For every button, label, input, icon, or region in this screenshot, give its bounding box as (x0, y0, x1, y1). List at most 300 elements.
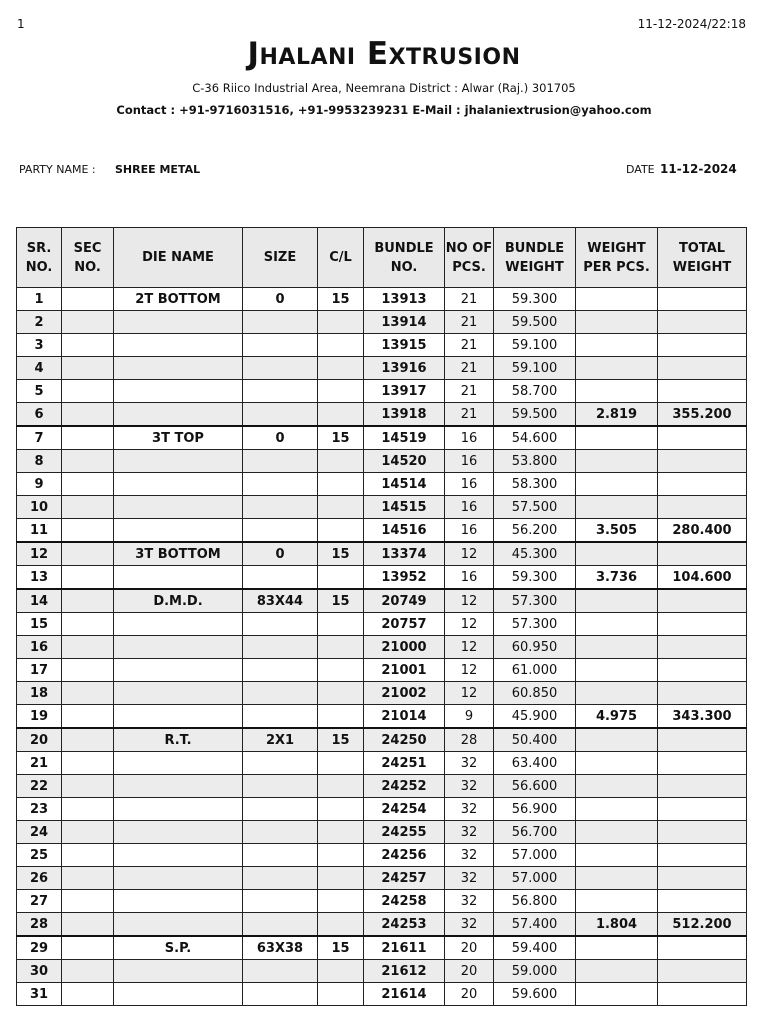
cell-weight-per-pcs (576, 542, 658, 566)
table-row (17, 566, 747, 590)
cell-bundle-weight: 58.700 (494, 380, 576, 403)
cell-size (243, 334, 318, 357)
cell-sec-no (62, 380, 114, 403)
table-row (17, 380, 747, 403)
cell-die-name (114, 473, 243, 496)
cell-bundle-no: 21000 (364, 636, 445, 659)
cell-total-weight: 343.300 (658, 705, 747, 729)
table-row (17, 542, 747, 566)
page-number: 1 (17, 17, 25, 31)
company-address: C-36 Riico Industrial Area, Neemrana District : Alwar (Raj.) 301705 (192, 81, 576, 95)
cell-size: 0 (243, 542, 318, 566)
cell-sr-no: 16 (17, 636, 62, 659)
header-size: SIZE (243, 228, 318, 288)
cell-total-weight: 104.600 (658, 566, 747, 590)
cell-cl (318, 473, 364, 496)
cell-die-name (114, 775, 243, 798)
cell-total-weight (658, 288, 747, 311)
header-no-of-pcs: NO OF PCS. (445, 228, 494, 288)
cell-cl (318, 496, 364, 519)
cell-no-of-pcs: 12 (445, 682, 494, 705)
bundle-table (16, 227, 747, 1006)
cell-cl (318, 821, 364, 844)
cell-size: 0 (243, 288, 318, 311)
table-row (17, 613, 747, 636)
cell-bundle-no: 24251 (364, 752, 445, 775)
cell-sr-no: 14 (17, 589, 62, 613)
cell-bundle-no: 24254 (364, 798, 445, 821)
table-row (17, 496, 747, 519)
cell-cl (318, 334, 364, 357)
cell-sec-no (62, 705, 114, 729)
cell-die-name (114, 636, 243, 659)
cell-cl (318, 566, 364, 590)
cell-die-name (114, 519, 243, 543)
cell-bundle-weight: 59.100 (494, 357, 576, 380)
cell-sec-no (62, 636, 114, 659)
cell-sr-no: 22 (17, 775, 62, 798)
cell-cl (318, 357, 364, 380)
cell-cl (318, 960, 364, 983)
header-cl: C/L (318, 228, 364, 288)
cell-bundle-no: 13914 (364, 311, 445, 334)
cell-no-of-pcs: 21 (445, 334, 494, 357)
cell-bundle-no: 24257 (364, 867, 445, 890)
cell-total-weight (658, 473, 747, 496)
cell-size (243, 473, 318, 496)
cell-sec-no (62, 913, 114, 937)
cell-bundle-weight: 59.000 (494, 960, 576, 983)
cell-bundle-no: 20757 (364, 613, 445, 636)
cell-bundle-no: 24253 (364, 913, 445, 937)
cell-bundle-no: 13913 (364, 288, 445, 311)
cell-sr-no: 31 (17, 983, 62, 1006)
cell-bundle-weight: 53.800 (494, 450, 576, 473)
cell-size (243, 705, 318, 729)
cell-total-weight (658, 752, 747, 775)
cell-no-of-pcs: 16 (445, 566, 494, 590)
cell-die-name (114, 357, 243, 380)
date-value: 11-12-2024 (660, 162, 737, 176)
cell-total-weight (658, 636, 747, 659)
cell-die-name (114, 844, 243, 867)
cell-bundle-weight: 57.000 (494, 844, 576, 867)
cell-bundle-weight: 59.500 (494, 311, 576, 334)
header-bundle-no: BUNDLE NO. (364, 228, 445, 288)
cell-sec-no (62, 867, 114, 890)
cell-sr-no: 25 (17, 844, 62, 867)
cell-sr-no: 20 (17, 728, 62, 752)
cell-no-of-pcs: 16 (445, 519, 494, 543)
cell-cl (318, 705, 364, 729)
cell-total-weight (658, 542, 747, 566)
cell-sec-no (62, 426, 114, 450)
cell-cl (318, 913, 364, 937)
cell-size (243, 311, 318, 334)
cell-size: 83X44 (243, 589, 318, 613)
cell-weight-per-pcs (576, 775, 658, 798)
cell-bundle-weight: 56.800 (494, 890, 576, 913)
cell-total-weight (658, 659, 747, 682)
cell-die-name: R.T. (114, 728, 243, 752)
cell-sec-no (62, 752, 114, 775)
cell-size (243, 566, 318, 590)
cell-sr-no: 15 (17, 613, 62, 636)
cell-sec-no (62, 936, 114, 960)
cell-die-name (114, 752, 243, 775)
cell-bundle-no: 21001 (364, 659, 445, 682)
cell-weight-per-pcs (576, 450, 658, 473)
cell-total-weight (658, 844, 747, 867)
cell-bundle-no: 21002 (364, 682, 445, 705)
cell-cl: 15 (318, 589, 364, 613)
header-weight-per-pcs: WEIGHT PER PCS. (576, 228, 658, 288)
table-body (17, 288, 747, 1006)
cell-no-of-pcs: 21 (445, 357, 494, 380)
cell-bundle-weight: 59.600 (494, 983, 576, 1006)
cell-sr-no: 8 (17, 450, 62, 473)
cell-size (243, 983, 318, 1006)
cell-weight-per-pcs: 2.819 (576, 403, 658, 427)
cell-cl: 15 (318, 936, 364, 960)
cell-no-of-pcs: 32 (445, 867, 494, 890)
table-row (17, 403, 747, 427)
cell-total-weight (658, 775, 747, 798)
cell-sr-no: 3 (17, 334, 62, 357)
cell-weight-per-pcs (576, 844, 658, 867)
cell-bundle-weight: 56.900 (494, 798, 576, 821)
cell-sr-no: 29 (17, 936, 62, 960)
cell-die-name: S.P. (114, 936, 243, 960)
cell-sr-no: 19 (17, 705, 62, 729)
cell-bundle-no: 13916 (364, 357, 445, 380)
cell-sec-no (62, 890, 114, 913)
header-sr-no: SR. NO. (17, 228, 62, 288)
cell-bundle-weight: 45.900 (494, 705, 576, 729)
date-label: DATE (626, 163, 655, 176)
table-row (17, 752, 747, 775)
cell-cl (318, 519, 364, 543)
cell-size: 2X1 (243, 728, 318, 752)
cell-size (243, 682, 318, 705)
cell-sec-no (62, 821, 114, 844)
table-row (17, 913, 747, 937)
cell-weight-per-pcs (576, 659, 658, 682)
cell-sr-no: 11 (17, 519, 62, 543)
cell-bundle-no: 24258 (364, 890, 445, 913)
cell-size (243, 613, 318, 636)
cell-no-of-pcs: 12 (445, 542, 494, 566)
cell-bundle-no: 14519 (364, 426, 445, 450)
cell-sec-no (62, 357, 114, 380)
cell-weight-per-pcs (576, 890, 658, 913)
cell-die-name (114, 913, 243, 937)
table-row (17, 844, 747, 867)
cell-die-name (114, 613, 243, 636)
cell-no-of-pcs: 32 (445, 775, 494, 798)
cell-bundle-no: 24256 (364, 844, 445, 867)
cell-sec-no (62, 403, 114, 427)
table-row (17, 705, 747, 729)
cell-no-of-pcs: 21 (445, 403, 494, 427)
party-name-label: PARTY NAME : (19, 163, 96, 176)
cell-cl: 15 (318, 426, 364, 450)
table-row (17, 728, 747, 752)
table-row (17, 821, 747, 844)
cell-weight-per-pcs (576, 752, 658, 775)
cell-sec-no (62, 334, 114, 357)
cell-total-weight (658, 728, 747, 752)
cell-size (243, 380, 318, 403)
cell-bundle-no: 14516 (364, 519, 445, 543)
cell-weight-per-pcs (576, 728, 658, 752)
cell-sr-no: 21 (17, 752, 62, 775)
cell-bundle-no: 14520 (364, 450, 445, 473)
cell-no-of-pcs: 12 (445, 613, 494, 636)
table-row (17, 334, 747, 357)
cell-bundle-no: 21611 (364, 936, 445, 960)
cell-total-weight (658, 357, 747, 380)
cell-total-weight (658, 334, 747, 357)
cell-weight-per-pcs (576, 682, 658, 705)
table-row (17, 936, 747, 960)
cell-bundle-no: 24255 (364, 821, 445, 844)
cell-total-weight (658, 983, 747, 1006)
cell-bundle-weight: 57.400 (494, 913, 576, 937)
cell-sec-no (62, 728, 114, 752)
table-row (17, 636, 747, 659)
cell-weight-per-pcs (576, 426, 658, 450)
cell-no-of-pcs: 16 (445, 450, 494, 473)
cell-weight-per-pcs (576, 311, 658, 334)
cell-size (243, 659, 318, 682)
cell-sec-no (62, 589, 114, 613)
cell-die-name (114, 867, 243, 890)
cell-bundle-weight: 57.300 (494, 613, 576, 636)
header-bundle-weight: BUNDLE WEIGHT (494, 228, 576, 288)
cell-total-weight: 355.200 (658, 403, 747, 427)
cell-bundle-no: 24250 (364, 728, 445, 752)
cell-no-of-pcs: 32 (445, 890, 494, 913)
header-total-weight: TOTAL WEIGHT (658, 228, 747, 288)
cell-total-weight (658, 450, 747, 473)
cell-bundle-no: 14514 (364, 473, 445, 496)
cell-sr-no: 5 (17, 380, 62, 403)
table-row (17, 659, 747, 682)
cell-sr-no: 26 (17, 867, 62, 890)
table-row (17, 473, 747, 496)
cell-weight-per-pcs: 3.736 (576, 566, 658, 590)
cell-size (243, 890, 318, 913)
cell-weight-per-pcs: 3.505 (576, 519, 658, 543)
table-header-row (17, 228, 747, 288)
table-row (17, 798, 747, 821)
cell-weight-per-pcs (576, 357, 658, 380)
cell-bundle-weight: 61.000 (494, 659, 576, 682)
cell-die-name (114, 821, 243, 844)
cell-sec-no (62, 659, 114, 682)
cell-bundle-weight: 54.600 (494, 426, 576, 450)
cell-sec-no (62, 798, 114, 821)
cell-no-of-pcs: 32 (445, 752, 494, 775)
cell-size (243, 496, 318, 519)
cell-bundle-no: 24252 (364, 775, 445, 798)
cell-die-name (114, 380, 243, 403)
cell-die-name (114, 798, 243, 821)
cell-bundle-no: 21014 (364, 705, 445, 729)
table-row (17, 288, 747, 311)
cell-size (243, 636, 318, 659)
cell-no-of-pcs: 20 (445, 960, 494, 983)
cell-sr-no: 9 (17, 473, 62, 496)
cell-sr-no: 18 (17, 682, 62, 705)
cell-die-name (114, 403, 243, 427)
cell-sec-no (62, 542, 114, 566)
cell-weight-per-pcs (576, 936, 658, 960)
table-row (17, 357, 747, 380)
cell-sec-no (62, 288, 114, 311)
cell-no-of-pcs: 28 (445, 728, 494, 752)
cell-total-weight (658, 867, 747, 890)
cell-cl (318, 636, 364, 659)
table-row (17, 960, 747, 983)
cell-size (243, 798, 318, 821)
cell-weight-per-pcs (576, 960, 658, 983)
print-timestamp: 11-12-2024/22:18 (637, 17, 746, 31)
cell-cl (318, 983, 364, 1006)
cell-total-weight (658, 682, 747, 705)
cell-bundle-weight: 45.300 (494, 542, 576, 566)
cell-cl: 15 (318, 542, 364, 566)
cell-total-weight (658, 496, 747, 519)
cell-size: 0 (243, 426, 318, 450)
cell-size (243, 357, 318, 380)
header-sec-no: SEC NO. (62, 228, 114, 288)
cell-sec-no (62, 311, 114, 334)
table-row (17, 450, 747, 473)
cell-total-weight (658, 798, 747, 821)
cell-sec-no (62, 566, 114, 590)
cell-bundle-weight: 59.100 (494, 334, 576, 357)
cell-no-of-pcs: 20 (445, 983, 494, 1006)
cell-bundle-no: 13952 (364, 566, 445, 590)
cell-cl (318, 403, 364, 427)
cell-die-name: 3T TOP (114, 426, 243, 450)
cell-bundle-no: 13917 (364, 380, 445, 403)
cell-die-name (114, 334, 243, 357)
cell-bundle-weight: 63.400 (494, 752, 576, 775)
cell-sec-no (62, 450, 114, 473)
cell-bundle-weight: 59.300 (494, 288, 576, 311)
cell-weight-per-pcs (576, 983, 658, 1006)
cell-bundle-weight: 56.600 (494, 775, 576, 798)
table-row (17, 867, 747, 890)
cell-bundle-weight: 50.400 (494, 728, 576, 752)
table-row (17, 775, 747, 798)
cell-size (243, 844, 318, 867)
company-contact: Contact : +91-9716031516, +91-9953239231 E-Mail : jhalaniextrusion@yahoo.com (116, 103, 652, 117)
cell-die-name (114, 983, 243, 1006)
cell-sec-no (62, 983, 114, 1006)
cell-die-name: 2T BOTTOM (114, 288, 243, 311)
header-die-name: DIE NAME (114, 228, 243, 288)
cell-bundle-weight: 59.500 (494, 403, 576, 427)
cell-weight-per-pcs (576, 798, 658, 821)
cell-sr-no: 4 (17, 357, 62, 380)
cell-no-of-pcs: 16 (445, 473, 494, 496)
cell-total-weight (658, 311, 747, 334)
cell-no-of-pcs: 21 (445, 311, 494, 334)
cell-sec-no (62, 613, 114, 636)
cell-weight-per-pcs (576, 867, 658, 890)
cell-bundle-no: 20749 (364, 589, 445, 613)
cell-size: 63X38 (243, 936, 318, 960)
cell-cl (318, 752, 364, 775)
cell-bundle-no: 13918 (364, 403, 445, 427)
cell-bundle-weight: 60.850 (494, 682, 576, 705)
cell-sec-no (62, 775, 114, 798)
cell-no-of-pcs: 16 (445, 426, 494, 450)
cell-weight-per-pcs (576, 496, 658, 519)
cell-no-of-pcs: 32 (445, 798, 494, 821)
cell-bundle-weight: 56.700 (494, 821, 576, 844)
cell-cl (318, 798, 364, 821)
cell-bundle-weight: 57.500 (494, 496, 576, 519)
cell-die-name: 3T BOTTOM (114, 542, 243, 566)
table-row (17, 426, 747, 450)
cell-die-name (114, 566, 243, 590)
cell-cl (318, 659, 364, 682)
cell-cl (318, 890, 364, 913)
cell-no-of-pcs: 21 (445, 288, 494, 311)
cell-cl (318, 844, 364, 867)
cell-size (243, 821, 318, 844)
cell-die-name (114, 450, 243, 473)
cell-bundle-weight: 59.400 (494, 936, 576, 960)
table-row (17, 983, 747, 1006)
cell-bundle-no: 13915 (364, 334, 445, 357)
cell-size (243, 403, 318, 427)
cell-no-of-pcs: 12 (445, 589, 494, 613)
cell-no-of-pcs: 21 (445, 380, 494, 403)
cell-cl (318, 450, 364, 473)
cell-size (243, 867, 318, 890)
cell-no-of-pcs: 32 (445, 821, 494, 844)
cell-total-weight (658, 821, 747, 844)
cell-weight-per-pcs: 1.804 (576, 913, 658, 937)
cell-no-of-pcs: 20 (445, 936, 494, 960)
cell-sec-no (62, 496, 114, 519)
cell-die-name (114, 496, 243, 519)
cell-total-weight: 512.200 (658, 913, 747, 937)
cell-bundle-weight: 57.300 (494, 589, 576, 613)
cell-cl: 15 (318, 728, 364, 752)
cell-bundle-weight: 59.300 (494, 566, 576, 590)
cell-no-of-pcs: 32 (445, 913, 494, 937)
cell-die-name (114, 960, 243, 983)
cell-size (243, 775, 318, 798)
cell-total-weight (658, 426, 747, 450)
cell-cl (318, 613, 364, 636)
table-row (17, 519, 747, 543)
cell-no-of-pcs: 9 (445, 705, 494, 729)
table-row (17, 682, 747, 705)
cell-sr-no: 6 (17, 403, 62, 427)
cell-total-weight (658, 890, 747, 913)
cell-die-name: D.M.D. (114, 589, 243, 613)
cell-sec-no (62, 682, 114, 705)
cell-no-of-pcs: 12 (445, 659, 494, 682)
